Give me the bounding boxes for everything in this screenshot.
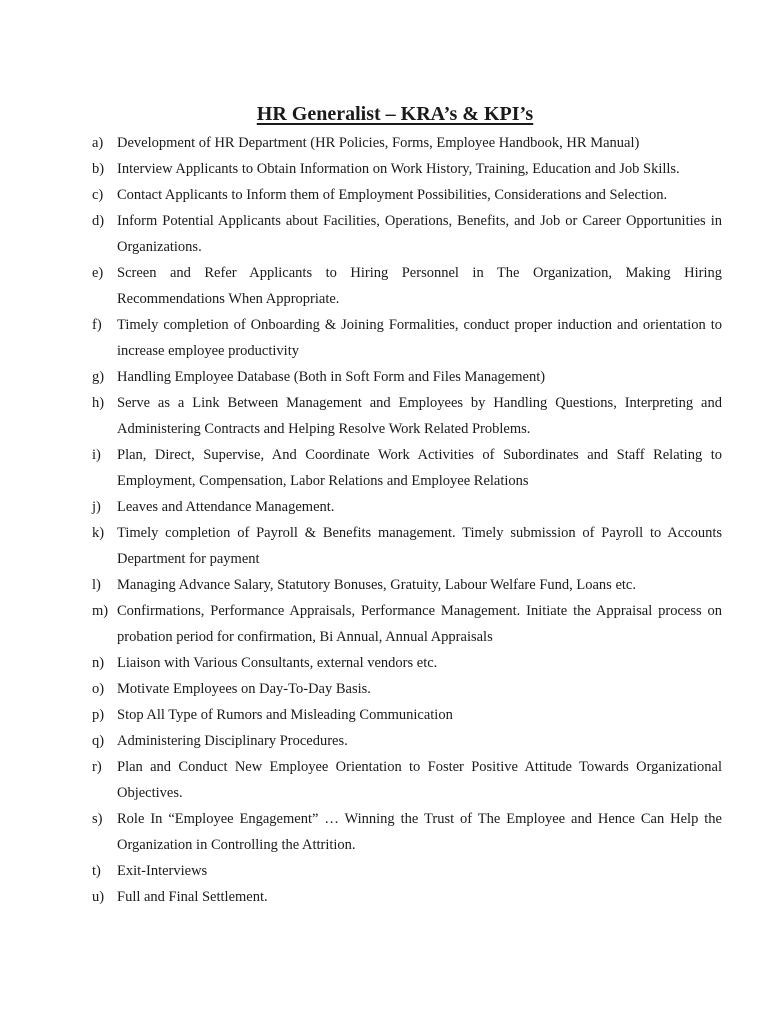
list-item	[92, 130, 722, 156]
list-item-text: Confirmations, Performance Appraisals, Performance Management. Initiate the Appraisal process on probation period for confirmation, Bi Annual, Annual Appraisals	[117, 603, 722, 645]
list-marker: i)	[92, 447, 101, 463]
list-marker: o)	[92, 681, 105, 697]
list-item-text: Timely completion of Onboarding & Joining Formalities, conduct proper induction and orientation to increase employee productivity	[117, 317, 722, 359]
list-item-text: Exit-Interviews	[117, 863, 208, 879]
list-item	[92, 182, 722, 208]
list-item-text: Leaves and Attendance Management.	[117, 499, 335, 515]
list-item	[92, 442, 722, 494]
list-marker: u)	[92, 889, 105, 905]
list-item-text: Stop All Type of Rumors and Misleading Communication	[117, 707, 453, 723]
list-marker: a)	[92, 135, 104, 151]
list-marker: m)	[92, 603, 109, 619]
list-marker: h)	[92, 395, 105, 411]
list-item	[92, 598, 722, 650]
list-item-text: Role In “Employee Engagement” … Winning the Trust of The Employee and Hence Can Help the Organization in Controlling the Attrition.	[117, 811, 722, 853]
list-item	[92, 754, 722, 806]
list-item	[92, 208, 722, 260]
list-marker: n)	[92, 655, 105, 671]
list-item	[92, 806, 722, 858]
list-marker: q)	[92, 733, 105, 749]
list-item-text: Screen and Refer Applicants to Hiring Personnel in The Organization, Making Hiring Recommendations When Appropriate.	[117, 265, 722, 307]
list-item	[92, 312, 722, 364]
list-item-text: Contact Applicants to Inform them of Employment Possibilities, Considerations and Selection.	[117, 187, 668, 203]
kra-list	[92, 130, 722, 910]
list-marker: s)	[92, 811, 103, 827]
list-item	[92, 520, 722, 572]
list-item-text: Plan, Direct, Supervise, And Coordinate Work Activities of Subordinates and Staff Relating to Employment, Compensation, Labor Relations and Employee Relations	[117, 447, 722, 489]
list-item	[92, 156, 722, 182]
list-marker: d)	[92, 213, 105, 229]
list-item	[92, 676, 722, 702]
list-item	[92, 390, 722, 442]
list-marker: e)	[92, 265, 104, 281]
list-item-text: Serve as a Link Between Management and Employees by Handling Questions, Interpreting and Administering Contracts and Helping Resolve Work Related Problems.	[117, 395, 722, 437]
list-item-text: Motivate Employees on Day-To-Day Basis.	[117, 681, 371, 697]
list-item-text: Development of HR Department (HR Policies, Forms, Employee Handbook, HR Manual)	[117, 135, 640, 151]
list-item	[92, 650, 722, 676]
list-marker: c)	[92, 187, 104, 203]
list-item-text: Full and Final Settlement.	[117, 889, 268, 905]
list-item	[92, 858, 722, 884]
list-marker: l)	[92, 577, 101, 593]
list-item-text: Administering Disciplinary Procedures.	[117, 733, 348, 749]
list-item-text: Handling Employee Database (Both in Soft Form and Files Management)	[117, 369, 546, 385]
list-marker: j)	[92, 499, 101, 515]
list-marker: r)	[92, 759, 102, 775]
list-item	[92, 728, 722, 754]
list-item	[92, 364, 722, 390]
list-marker: f)	[92, 317, 102, 333]
list-item	[92, 884, 722, 910]
list-marker: t)	[92, 863, 101, 879]
list-marker: p)	[92, 707, 105, 723]
list-item-text: Inform Potential Applicants about Facilities, Operations, Benefits, and Job or Career Opportunities in Organizations.	[117, 213, 722, 255]
list-item-text: Timely completion of Payroll & Benefits management. Timely submission of Payroll to Accounts Department for payment	[117, 525, 722, 567]
list-item	[92, 702, 722, 728]
list-marker: b)	[92, 161, 105, 177]
list-item-text: Liaison with Various Consultants, external vendors etc.	[117, 655, 438, 671]
list-item-text: Plan and Conduct New Employee Orientation to Foster Positive Attitude Towards Organizational Objectives.	[117, 759, 722, 801]
list-marker: g)	[92, 369, 105, 385]
list-marker: k)	[92, 525, 105, 541]
list-item-text: Interview Applicants to Obtain Information on Work History, Training, Education and Job Skills.	[117, 161, 680, 177]
page-title: HR Generalist – KRA’s & KPI’s	[256, 103, 534, 125]
list-item-text: Managing Advance Salary, Statutory Bonuses, Gratuity, Labour Welfare Fund, Loans etc.	[117, 577, 636, 593]
list-item	[92, 572, 722, 598]
list-item	[92, 260, 722, 312]
list-item	[92, 494, 722, 520]
